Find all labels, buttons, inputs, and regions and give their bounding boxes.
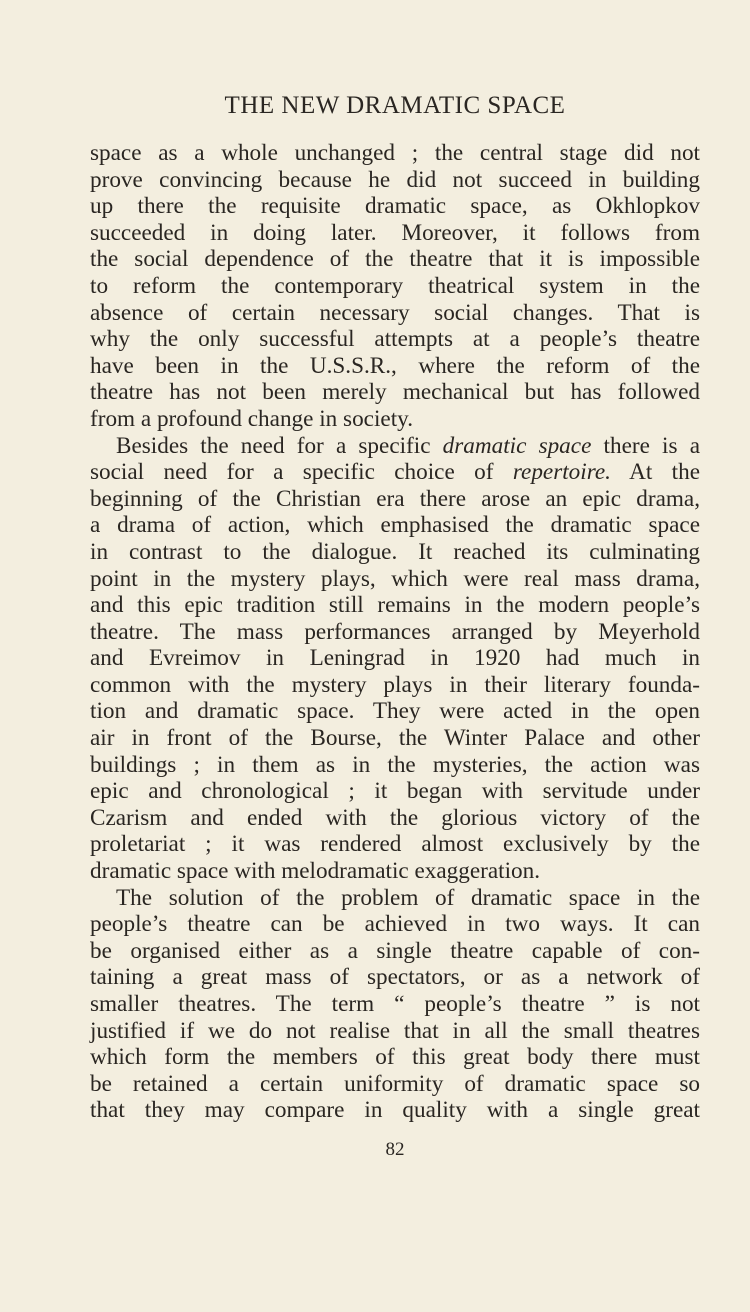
- italic-term: repertoire.: [512, 459, 611, 486]
- text-line: common with the mystery plays in their literary founda-: [90, 671, 700, 698]
- text-run: Besides the need for a specific: [116, 432, 443, 459]
- text-line: point in the mystery plays, which were real mass drama,: [90, 565, 700, 592]
- text-line: in contrast to the dialogue. It reached its culminating: [90, 538, 700, 565]
- text-line: buildings ; in them as in the mysteries, the action was: [90, 751, 700, 778]
- text-line: tion and dramatic space. They were acted in the open: [90, 698, 700, 725]
- text-line: beginning of the Christian era there arose an epic drama,: [90, 485, 700, 512]
- text-run: At the: [610, 459, 700, 486]
- text-line: which form the members of this great body there must: [90, 1044, 700, 1071]
- text-line: [90, 459, 700, 486]
- page-number: 82: [385, 1139, 405, 1160]
- body-text: [90, 140, 700, 1124]
- text-line: a drama of action, which emphasised the dramatic space: [90, 512, 700, 539]
- text-line: taining a great mass of spectators, or as a network of: [90, 964, 700, 991]
- text-line: space as a whole unchanged ; the central stage did not: [90, 140, 700, 166]
- text-run: social need for a specific choice of: [90, 459, 513, 486]
- text-line: theatre. The mass performances arranged by Meyerhold: [90, 618, 700, 645]
- text-line: [90, 433, 700, 460]
- text-line: and this epic tradition still remains in the modern people’s: [90, 592, 700, 619]
- text-line: be retained a certain uniformity of dramatic space so: [90, 1070, 700, 1097]
- text-line: dramatic space with melodramatic exaggeration.: [90, 858, 541, 885]
- text-line: succeeded in doing later. Moreover, it follows from: [90, 219, 700, 246]
- text-line: from a profound change in society.: [90, 405, 414, 432]
- text-line: have been in the U.S.S.R., where the reform of the: [90, 352, 700, 379]
- text-line: and Evreimov in Leningrad in 1920 had much in: [90, 645, 700, 672]
- text-line: why the only successful attempts at a people’s theatre: [90, 326, 700, 353]
- text-line: up there the requisite dramatic space, as Okhlopkov: [90, 193, 700, 220]
- text-line: epic and chronological ; it began with servitude under: [90, 778, 700, 805]
- text-line: The solution of the problem of dramatic space in the: [116, 884, 700, 911]
- text-line: the social dependence of the theatre that it is impossible: [90, 246, 700, 273]
- text-line: justified if we do not realise that in all the small theatres: [90, 1017, 700, 1044]
- text-line: proletariat ; it was rendered almost exclusively by the: [90, 831, 700, 858]
- text-line: be organised either as a single theatre capable of con-: [90, 937, 700, 964]
- text-line: smaller theatres. The term “ people’s theatre ” is not: [90, 991, 700, 1017]
- text-line: theatre has not been merely mechanical but has followed: [90, 379, 700, 406]
- text-line: prove convincing because he did not succeed in building: [90, 166, 700, 193]
- text-line: that they may compare in quality with a single great: [90, 1097, 700, 1124]
- text-line: to reform the contemporary theatrical system in the: [90, 272, 700, 299]
- text-line: absence of certain necessary social changes. That is: [90, 299, 700, 326]
- text-line: air in front of the Bourse, the Winter Palace and other: [90, 725, 700, 752]
- text-run: there is a: [591, 432, 700, 459]
- running-title: THE NEW DRAMATIC SPACE: [224, 92, 566, 119]
- text-line: people’s theatre can be achieved in two ways. It can: [90, 911, 700, 938]
- text-line: Czarism and ended with the glorious victory of the: [90, 804, 700, 831]
- italic-term: dramatic space: [442, 432, 592, 459]
